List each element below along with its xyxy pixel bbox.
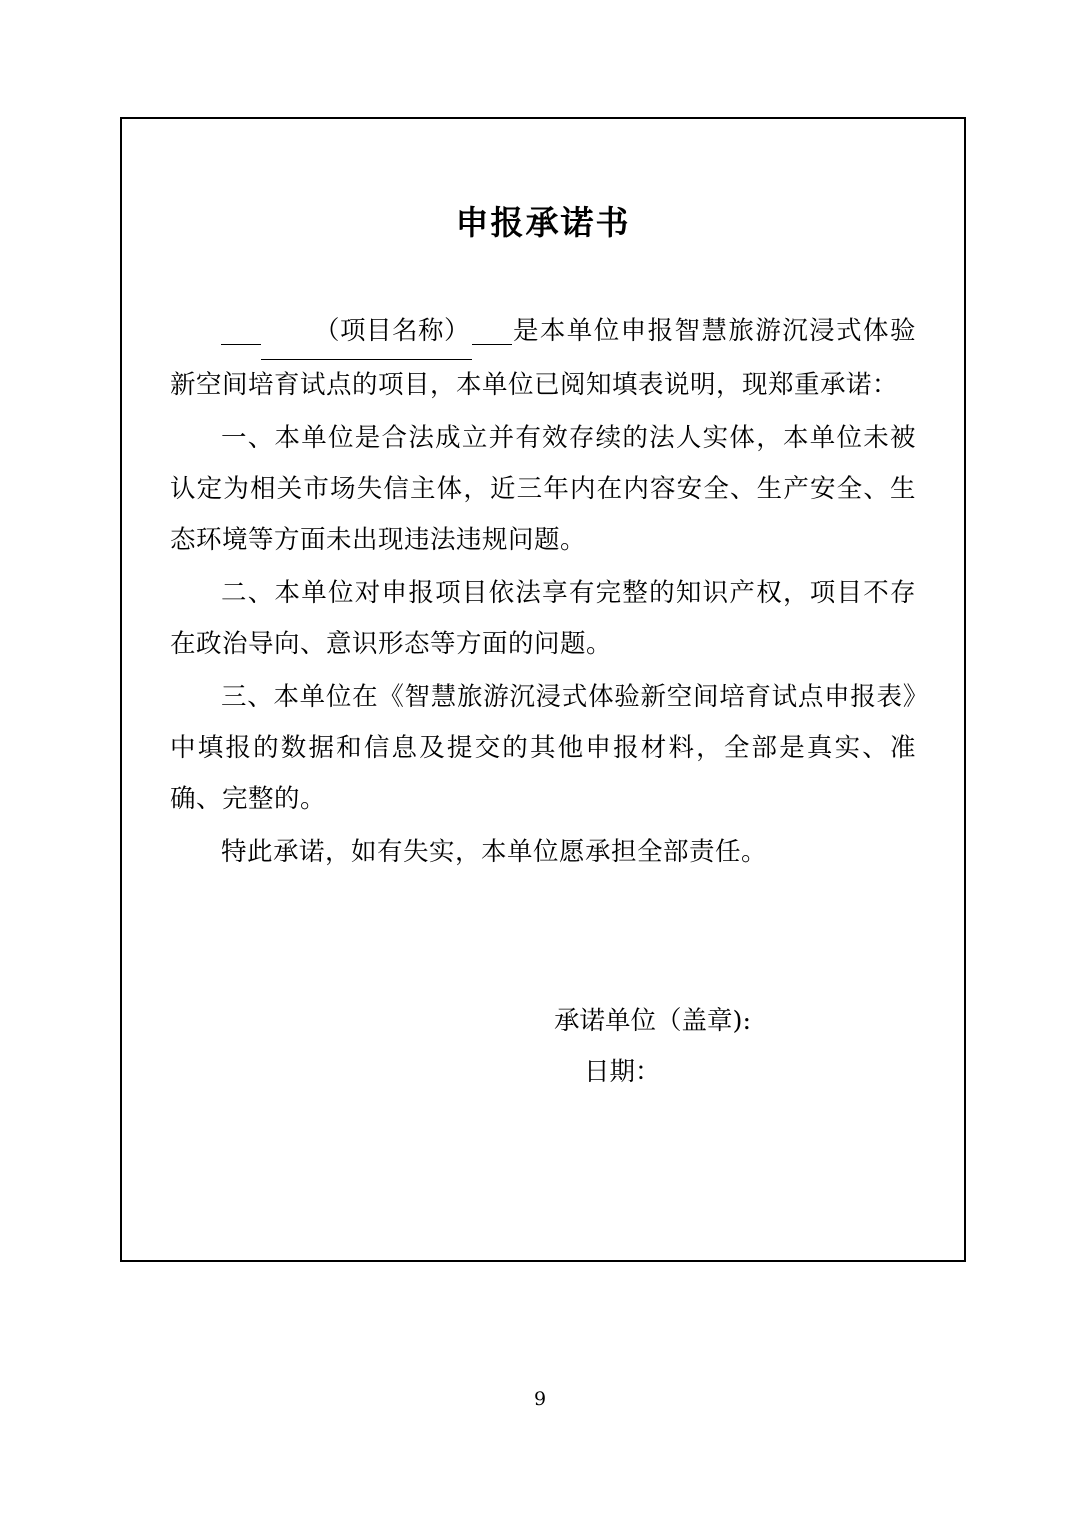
intro-text: 是本单位申报智慧旅游沉浸式体验新空间培育试点的项目，本单位已阅知填表说明，现郑重承诺：	[170, 316, 916, 400]
document-content	[122, 119, 964, 1260]
paragraph-item-2: 二、本单位对申报项目依法享有完整的知识产权，项目不存在政治导向、意识形态等方面的问题。	[170, 578, 916, 659]
document-body	[170, 306, 916, 878]
project-name-blank: （项目名称）	[261, 306, 472, 360]
page-title: 申报承诺书	[455, 203, 631, 242]
signature-block	[170, 996, 916, 1098]
page-number: 9	[533, 1388, 547, 1410]
signature-unit-label: 承诺单位（盖章):	[554, 1006, 752, 1036]
paragraph-intro	[170, 306, 916, 411]
signature-date-label: 日期：	[584, 1057, 661, 1087]
document-border-frame	[120, 117, 966, 1262]
paragraph-item-4: 特此承诺，如有失实，本单位愿承担全部责任。	[221, 837, 768, 867]
paragraph-item-3: 三、本单位在《智慧旅游沉浸式体验新空间培育试点申报表》中填报的数据和信息及提交的其他申报材料，全部是真实、准确、完整的。	[170, 682, 916, 814]
paragraph-item-1: 一、本单位是合法成立并有效存续的法人实体，本单位未被认定为相关市场失信主体，近三年内在内容安全、生产安全、生态环境等方面未出现违法违规问题。	[170, 423, 916, 555]
project-name-blank-suffix	[472, 316, 512, 345]
project-name-blank-prefix	[221, 316, 261, 345]
